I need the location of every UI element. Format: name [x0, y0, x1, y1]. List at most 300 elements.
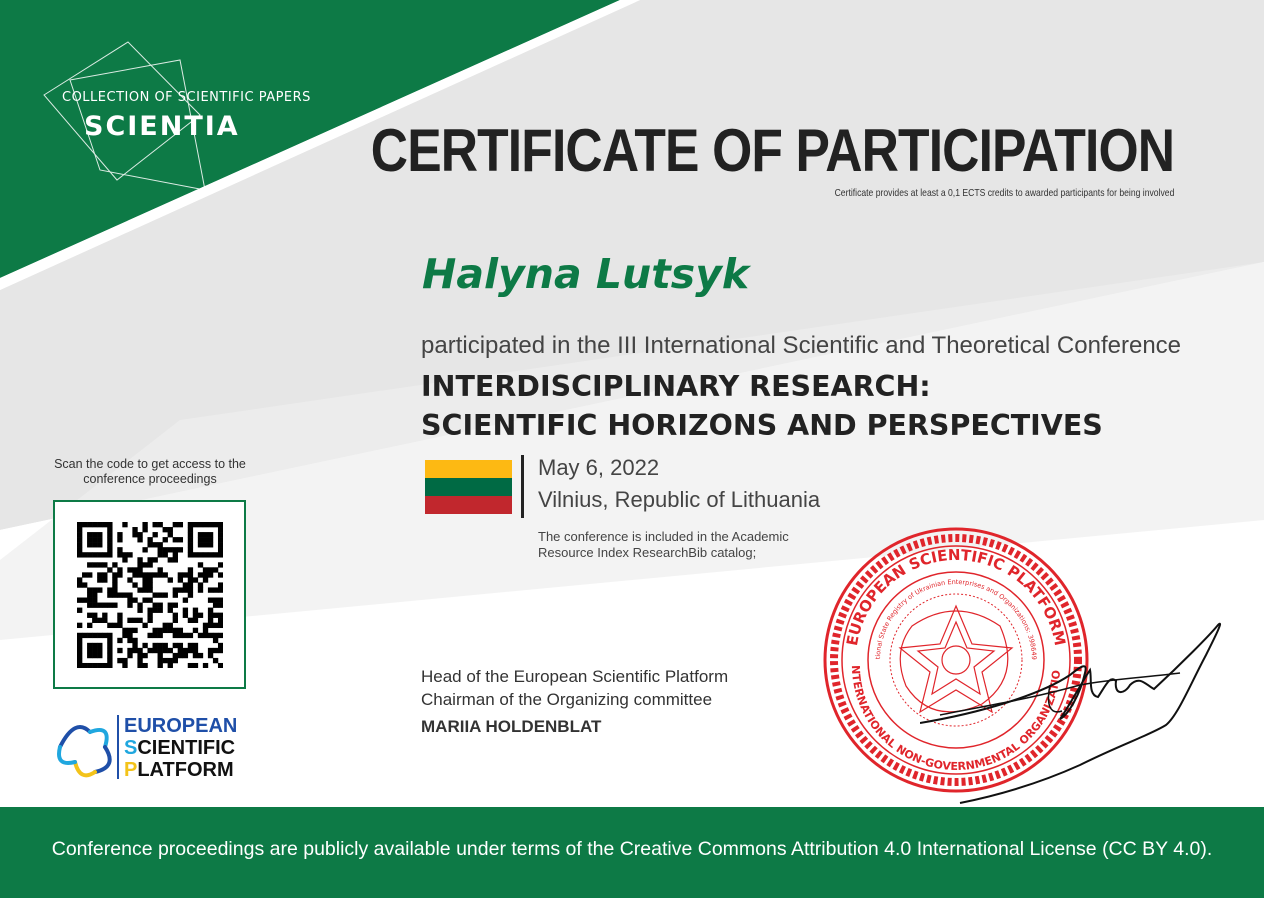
esp-line2-rest: CIENTIFIC — [137, 737, 236, 759]
qr-module — [127, 618, 132, 623]
qr-module — [112, 572, 117, 577]
qr-module — [153, 572, 158, 577]
qr-module — [163, 552, 168, 557]
qr-module — [218, 532, 223, 537]
qr-module — [102, 663, 107, 668]
qr-module — [188, 537, 193, 542]
qr-module — [153, 633, 158, 638]
qr-module — [142, 527, 147, 532]
seal-bottom-text: NTERNATIONAL NON-GOVERNMENTAL ORGANIZATIO — [848, 664, 1064, 774]
qr-module — [153, 628, 158, 633]
qr-module — [198, 532, 203, 537]
signatory-role-1: Head of the European Scientific Platform — [421, 667, 729, 686]
qr-module — [168, 577, 173, 582]
qr-module — [107, 522, 112, 527]
qr-module — [158, 567, 163, 572]
qr-module — [193, 608, 198, 613]
qr-module — [163, 527, 168, 532]
qr-module — [208, 532, 213, 537]
qr-module — [193, 643, 198, 648]
qr-module — [102, 618, 107, 623]
qr-module — [158, 552, 163, 557]
qr-module — [188, 648, 193, 653]
qr-module — [117, 638, 122, 643]
qr-module — [142, 623, 147, 628]
qr-module — [77, 598, 82, 603]
qr-module — [107, 587, 112, 592]
qr-module — [107, 567, 112, 572]
qr-module — [117, 567, 122, 572]
qr-module — [213, 587, 218, 592]
recipient-name: Halyna Lutsyk — [422, 250, 750, 298]
qr-module — [97, 663, 102, 668]
qr-module — [97, 522, 102, 527]
qr-module — [218, 582, 223, 587]
qr-module — [193, 663, 198, 668]
qr-module — [77, 643, 82, 648]
qr-module — [147, 613, 152, 618]
qr-module — [147, 648, 152, 653]
qr-module — [203, 623, 208, 628]
qr-module — [97, 537, 102, 542]
qr-module — [77, 542, 82, 547]
qr-module — [97, 648, 102, 653]
qr-module — [142, 522, 147, 527]
qr-module — [198, 542, 203, 547]
qr-module — [112, 603, 117, 608]
qr-module — [137, 532, 142, 537]
qr-module — [208, 542, 213, 547]
qr-module — [213, 603, 218, 608]
qr-module — [77, 608, 82, 613]
qr-module — [158, 572, 163, 577]
qr-module — [153, 608, 158, 613]
qr-module — [168, 527, 173, 532]
qr-module — [193, 618, 198, 623]
qr-module — [163, 648, 168, 653]
qr-module — [97, 643, 102, 648]
qr-module — [173, 522, 178, 527]
qr-module — [117, 547, 122, 552]
qr-module — [218, 587, 223, 592]
signature-graphic — [920, 615, 1230, 815]
qr-module — [87, 592, 92, 597]
qr-module — [102, 603, 107, 608]
qr-module — [87, 633, 92, 638]
qr-module — [127, 567, 132, 572]
qr-module — [188, 552, 193, 557]
qr-module — [112, 592, 117, 597]
qr-module — [117, 648, 122, 653]
qr-module — [183, 653, 188, 658]
qr-module — [87, 613, 92, 618]
qr-module — [168, 603, 173, 608]
qr-module — [208, 522, 213, 527]
qr-module — [82, 663, 87, 668]
qr-module — [183, 582, 188, 587]
qr-module — [218, 663, 223, 668]
qr-module — [92, 643, 97, 648]
qr-module — [97, 572, 102, 577]
qr-module — [193, 653, 198, 658]
qr-module — [127, 638, 132, 643]
qr-module — [188, 522, 193, 527]
qr-module — [218, 527, 223, 532]
qr-module — [127, 653, 132, 658]
qr-module — [147, 572, 152, 577]
index-note: The conference is included in the Academic Resource Index ResearchBib catalog; — [538, 529, 789, 560]
qr-module — [153, 592, 158, 597]
qr-module — [173, 592, 178, 597]
qr-module — [77, 582, 82, 587]
qr-module — [107, 603, 112, 608]
qr-module — [218, 572, 223, 577]
qr-module — [198, 537, 203, 542]
qr-module — [158, 653, 163, 658]
qr-module — [132, 572, 137, 577]
qr-module — [97, 562, 102, 567]
qr-module — [112, 577, 117, 582]
qr-module — [208, 633, 213, 638]
qr-module — [208, 587, 213, 592]
qr-module — [147, 542, 152, 547]
qr-module — [198, 552, 203, 557]
qr-module — [132, 527, 137, 532]
qr-module — [77, 522, 82, 527]
qr-module — [122, 552, 127, 557]
qr-module — [107, 663, 112, 668]
qr-module — [77, 537, 82, 542]
qr-module — [97, 618, 102, 623]
qr-module — [147, 537, 152, 542]
qr-module — [107, 638, 112, 643]
qr-module — [153, 542, 158, 547]
qr-module — [188, 527, 193, 532]
qr-module — [198, 572, 203, 577]
qr-module — [193, 522, 198, 527]
qr-module — [188, 592, 193, 597]
qr-module — [87, 598, 92, 603]
qr-module — [203, 577, 208, 582]
qr-code[interactable] — [53, 500, 246, 689]
qr-module — [218, 623, 223, 628]
qr-module — [137, 567, 142, 572]
qr-module — [173, 613, 178, 618]
qr-module — [173, 557, 178, 562]
qr-module — [107, 537, 112, 542]
qr-module — [122, 658, 127, 663]
esp-line3-rest: LATFORM — [137, 759, 234, 781]
flag-stripe-red — [425, 496, 512, 514]
qr-module — [218, 522, 223, 527]
qr-module — [203, 663, 208, 668]
qr-module — [218, 542, 223, 547]
qr-module — [193, 552, 198, 557]
qr-module — [107, 552, 112, 557]
qr-module — [188, 547, 193, 552]
qr-module — [132, 532, 137, 537]
qr-module — [198, 562, 203, 567]
qr-module — [117, 623, 122, 628]
qr-module — [92, 613, 97, 618]
qr-module — [77, 527, 82, 532]
qr-module — [87, 587, 92, 592]
qr-module — [213, 658, 218, 663]
qr-module — [102, 572, 107, 577]
qr-module — [183, 598, 188, 603]
qr-module — [208, 608, 213, 613]
qr-module — [193, 648, 198, 653]
qr-module — [173, 658, 178, 663]
qr-module — [208, 537, 213, 542]
qr-module — [213, 522, 218, 527]
qr-module — [92, 552, 97, 557]
qr-module — [92, 653, 97, 658]
qr-module — [208, 567, 213, 572]
qr-module — [173, 603, 178, 608]
qr-module — [87, 532, 92, 537]
qr-module — [97, 552, 102, 557]
qr-module — [127, 648, 132, 653]
conference-title-line1: INTERDISCIPLINARY RESEARCH: — [421, 370, 931, 403]
qr-module — [168, 547, 173, 552]
qr-module — [213, 552, 218, 557]
qr-module — [188, 532, 193, 537]
qr-module — [178, 537, 183, 542]
signature — [920, 615, 1230, 820]
qr-module — [92, 587, 97, 592]
qr-module — [218, 633, 223, 638]
signatory-name: MARIIA HOLDENBLAT — [421, 717, 602, 736]
qr-module — [188, 643, 193, 648]
qr-module — [87, 572, 92, 577]
qr-module — [213, 648, 218, 653]
qr-module — [218, 648, 223, 653]
qr-module — [178, 633, 183, 638]
qr-module — [178, 643, 183, 648]
qr-module — [127, 633, 132, 638]
qr-module — [218, 562, 223, 567]
qr-module — [188, 577, 193, 582]
qr-module — [173, 628, 178, 633]
qr-module — [132, 628, 137, 633]
qr-module — [147, 618, 152, 623]
qr-module — [163, 658, 168, 663]
qr-module — [153, 603, 158, 608]
qr-module — [218, 643, 223, 648]
qr-module — [107, 527, 112, 532]
qr-module — [147, 587, 152, 592]
qr-module — [213, 623, 218, 628]
qr-module — [213, 638, 218, 643]
qr-module — [218, 537, 223, 542]
qr-module — [92, 598, 97, 603]
qr-module — [168, 623, 173, 628]
qr-module — [198, 653, 203, 658]
qr-module — [158, 522, 163, 527]
qr-module — [77, 658, 82, 663]
qr-module — [137, 658, 142, 663]
qr-module — [107, 643, 112, 648]
participation-text: participated in the III International Scientific and Theoretical Conference — [421, 332, 1182, 359]
qr-module — [92, 633, 97, 638]
qr-module — [203, 633, 208, 638]
series-logo-text: SCIENTIA — [84, 111, 240, 142]
qr-module — [208, 623, 213, 628]
seal-inner-text: tional State Registry of Ukrainian Enterprises and Organizations: 398649 — [873, 577, 1039, 660]
qr-module — [97, 603, 102, 608]
qr-module — [163, 592, 168, 597]
divider — [521, 455, 524, 518]
qr-module — [208, 572, 213, 577]
qr-module — [77, 663, 82, 668]
qr-module — [198, 613, 203, 618]
qr-module — [137, 663, 142, 668]
qr-module — [142, 582, 147, 587]
qr-module — [132, 618, 137, 623]
qr-module — [137, 572, 142, 577]
qr-module — [102, 577, 107, 582]
flag-stripe-green — [425, 478, 512, 496]
qr-module — [97, 633, 102, 638]
qr-module — [208, 648, 213, 653]
qr-module — [87, 643, 92, 648]
qr-module — [213, 613, 218, 618]
qr-module — [147, 633, 152, 638]
qr-module — [77, 633, 82, 638]
qr-module — [168, 557, 173, 562]
qr-module — [97, 653, 102, 658]
qr-module — [158, 592, 163, 597]
qr-module — [178, 577, 183, 582]
qr-module — [218, 552, 223, 557]
qr-module — [77, 623, 82, 628]
qr-module — [163, 623, 168, 628]
qr-module — [158, 547, 163, 552]
qr-module — [208, 598, 213, 603]
qr-module — [218, 618, 223, 623]
qr-module — [82, 598, 87, 603]
qr-module — [198, 522, 203, 527]
qr-module — [203, 552, 208, 557]
qr-module — [213, 633, 218, 638]
qr-module — [87, 542, 92, 547]
qr-module — [97, 587, 102, 592]
qr-module — [132, 643, 137, 648]
qr-module — [178, 572, 183, 577]
qr-module — [122, 628, 127, 633]
qr-module — [153, 557, 158, 562]
qr-module — [142, 587, 147, 592]
qr-module — [183, 648, 188, 653]
qr-module — [178, 547, 183, 552]
qr-module — [77, 653, 82, 658]
qr-module — [188, 633, 193, 638]
qr-module — [163, 643, 168, 648]
qr-module — [158, 643, 163, 648]
qr-module — [117, 613, 122, 618]
qr-module — [208, 552, 213, 557]
qr-module — [122, 557, 127, 562]
qr-module — [92, 592, 97, 597]
qr-module — [153, 643, 158, 648]
qr-module — [147, 598, 152, 603]
qr-module — [158, 633, 163, 638]
qr-module — [147, 577, 152, 582]
qr-module — [117, 572, 122, 577]
qr-module — [173, 547, 178, 552]
conference-title-line2: SCIENTIFIC HORIZONS AND PERSPECTIVES — [421, 409, 1103, 442]
qr-module — [188, 582, 193, 587]
qr-module — [203, 567, 208, 572]
qr-module — [183, 587, 188, 592]
qr-module — [168, 628, 173, 633]
qr-module — [218, 613, 223, 618]
qr-module — [137, 608, 142, 613]
qr-module — [147, 608, 152, 613]
qr-module — [92, 618, 97, 623]
qr-module — [82, 552, 87, 557]
qr-module — [127, 598, 132, 603]
qr-module — [122, 633, 127, 638]
qr-module — [102, 613, 107, 618]
qr-module — [188, 618, 193, 623]
qr-module — [168, 532, 173, 537]
qr-module — [107, 648, 112, 653]
qr-module — [147, 557, 152, 562]
qr-module — [153, 522, 158, 527]
qr-module — [137, 562, 142, 567]
qr-module — [92, 532, 97, 537]
qr-module — [163, 537, 168, 542]
qr-module — [112, 562, 117, 567]
qr-module — [208, 653, 213, 658]
qr-module — [107, 532, 112, 537]
esp-line3-initial: P — [124, 759, 138, 781]
qr-module — [188, 587, 193, 592]
qr-module — [122, 663, 127, 668]
qr-module — [117, 618, 122, 623]
qr-module — [107, 658, 112, 663]
qr-module — [142, 572, 147, 577]
svg-text:SCIENTIFIC — [124, 737, 235, 759]
qr-module — [208, 618, 213, 623]
qr-module — [198, 587, 203, 592]
qr-module — [102, 522, 107, 527]
qr-module — [77, 532, 82, 537]
qr-module — [127, 577, 132, 582]
qr-module — [173, 653, 178, 658]
qr-module — [87, 552, 92, 557]
qr-module — [132, 567, 137, 572]
european-scientific-platform-logo — [50, 712, 250, 787]
qr-module — [158, 663, 163, 668]
qr-module — [127, 603, 132, 608]
lithuania-flag — [425, 460, 512, 514]
qr-module — [163, 572, 168, 577]
qr-module — [137, 618, 142, 623]
qr-module — [173, 552, 178, 557]
qr-caption: Scan the code to get access to the conference proceedings — [54, 457, 246, 486]
qr-module — [107, 653, 112, 658]
qr-module — [137, 648, 142, 653]
qr-module — [102, 552, 107, 557]
qr-module — [137, 587, 142, 592]
esp-line1: EUROPEAN — [124, 715, 238, 737]
qr-module — [132, 648, 137, 653]
qr-module — [193, 577, 198, 582]
qr-module — [147, 562, 152, 567]
